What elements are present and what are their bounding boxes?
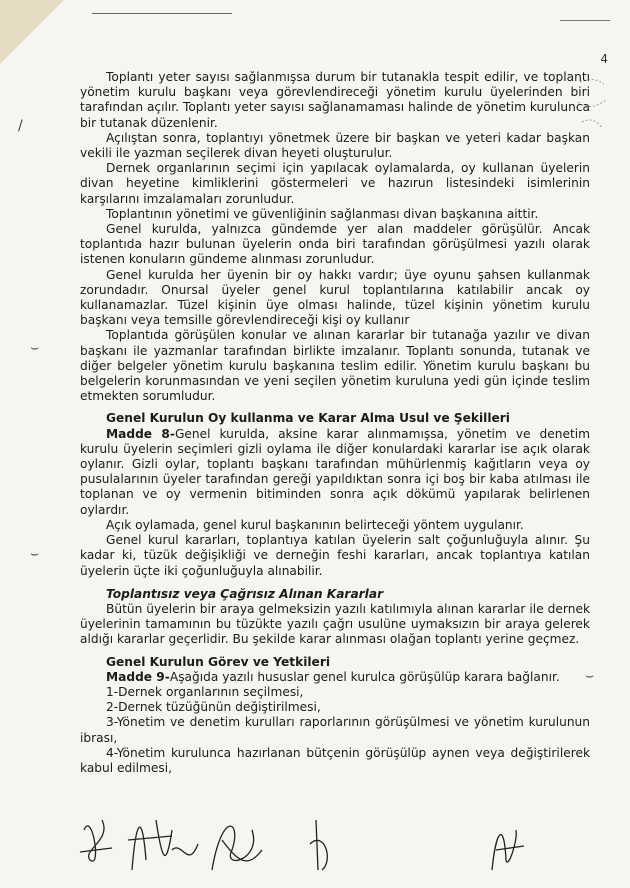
paragraph (80, 207, 590, 222)
paragraph (80, 328, 590, 404)
page-number: 4 (600, 52, 608, 66)
paragraph (80, 268, 590, 329)
section-heading (80, 411, 590, 426)
top-rule (92, 13, 232, 14)
paragraph-text: Genel kurulda, yalnızca gündemde yer alan maddeler görüşülür. Ancak toplantıda hazır bulunan üyelerin onda biri tarafından görüşülmesi yazılı olarak istenen konuların gündeme alınması zorunludur. (80, 222, 590, 267)
folded-corner (0, 0, 64, 64)
paragraph (80, 602, 590, 648)
paragraph (80, 427, 590, 518)
paragraph (80, 70, 590, 131)
paragraph-text: 1-Dernek organlarının seçilmesi, (106, 684, 304, 699)
paragraph-text: Aşağıda yazılı hususlar genel kurulca görüşülüp karara bağlanır. (169, 669, 560, 684)
section-heading (80, 655, 590, 670)
margin-tick: ⌣ (30, 340, 40, 356)
paragraph-text: Toplantısız veya Çağrısız Alınan Kararlar (106, 586, 384, 601)
article-number: Madde 9- (106, 669, 170, 684)
document-body (80, 70, 590, 776)
paragraph (80, 700, 590, 715)
paragraph-text: Genel kurul kararları, toplantıya katılan üyelerin salt çoğunluğuyla alınır. Şu kadar ki, tüzük değişikliği ve derneğin feshi kararları, ancak toplantıya katılan üyelerin üçte iki çoğunluğuyla alınabilir. (80, 533, 590, 578)
article-number: Madde 8- (106, 426, 175, 441)
paragraph (80, 670, 590, 685)
top-rule-right (560, 20, 610, 21)
paragraph-text: Açık oylamada, genel kurul başkanının belirteceği yöntem uygulanır. (106, 517, 524, 532)
signatures (72, 800, 592, 880)
paragraph-text: 4-Yönetim kurulunca hazırlanan bütçenin görüşülüp aynen veya değiştirilerek kabul edilmesi, (80, 745, 590, 775)
paragraph (80, 518, 590, 533)
margin-tick: ⌣ (585, 668, 595, 684)
paragraph-text: 2-Dernek tüzüğünün değiştirilmesi, (106, 700, 321, 715)
paragraph (80, 746, 590, 776)
margin-tick: ⌣ (30, 546, 40, 562)
paragraph-text: Dernek organlarının seçimi için yapılacak oylamalarda, oy kullanan üyelerin divan heyetine kimliklerini göstermeleri ve hazırun listesindeki isimlerinin karşılarını imzalamaları zorunludur. (80, 161, 590, 206)
paragraph (80, 715, 590, 745)
paragraph-text: Toplantıda görüşülen konular ve alınan kararlar bir tutanağa yazılır ve divan başkanı ile yazmanlar tarafından birlikte imzalanır. Toplantı sonunda, tutanak ve diğer belgeler yönetim kurulu başkanına teslim edilir. Yönetim kurulu başkanı bu belgelerin korunmasından ve yeni seçilen yönetim kuruluna yedi gün içinde teslim etmekten sorumludur. (80, 328, 590, 404)
paragraph-text: Toplantı yeter sayısı sağlanmışsa durum bir tutanakla tespit edilir, ve toplantı yönetim kurulu başkanı veya görevlendireceği yönetim kurulu üyelerinden biri tarafından açılır. Toplantı yeter sayısı sağlanamaması halinde de yönetim kurulunca bir tutanak düzenlenir. (80, 70, 590, 130)
signature-scribbles (72, 800, 592, 880)
paragraph-text: Genel kurulda, aksine karar alınmamışsa, yönetim ve denetim kurulu üyelerin seçimleri gizli oylama ile diğer konulardaki kararlar ise açık olarak oylanır. Gizli oylar, toplantı başkanı tarafından mühürlenmiş kağıtların veya oy pusulalarının üyeler tarafından gereği yapıldıktan sonra içi boş bir kaba atılması ile toplanan ve oy vermenin bitiminden sonra açık dökümü yapılarak belirlenen oylardır. (80, 426, 590, 517)
paragraph-text: 3-Yönetim ve denetim kurulları raporlarının görüşülmesi ve yönetim kurulunun ibrası, (80, 715, 590, 745)
paragraph (80, 222, 590, 268)
paragraph-text: Bütün üyelerin bir araya gelmeksizin yazılı katılımıyla alınan kararlar ile dernek üyelerinin tamamının bu tüzükte yazılı çağrı usulüne uymaksızın bir araya gelerek aldığı kararlar geçerlidir. Bu şekilde karar alınması olağan toplantı yerine geçmez. (80, 601, 590, 647)
section-heading (80, 587, 590, 602)
paragraph-text: Genel Kurulun Görev ve Yetkileri (106, 654, 331, 669)
paragraph-text: Genel kurulda her üyenin bir oy hakkı vardır; üye oyunu şahsen kullanmak zorundadır. Onursal üyeler genel kurul toplantılarına katılabilir ancak oy kullanamazlar. Tüzel kişinin üye olması halinde, tüzel kişinin yönetim kurulu başkanı veya temsille görevlendireceği kişi oy kullanır (80, 267, 590, 328)
paragraph-text: Açılıştan sonra, toplantıyı yönetmek üzere bir başkan ve yeteri kadar başkan vekili ile yazman seçilerek divan heyeti oluşturulur. (80, 130, 590, 161)
paragraph (80, 685, 590, 700)
margin-tick: / (18, 118, 23, 134)
paragraph (80, 131, 590, 161)
paragraph-text: Toplantının yönetimi ve güvenliğinin sağlanması divan başkanına aittir. (106, 206, 539, 221)
paragraph (80, 533, 590, 579)
paragraph-text: Genel Kurulun Oy kullanma ve Karar Alma Usul ve Şekilleri (106, 411, 510, 426)
paragraph (80, 161, 590, 207)
